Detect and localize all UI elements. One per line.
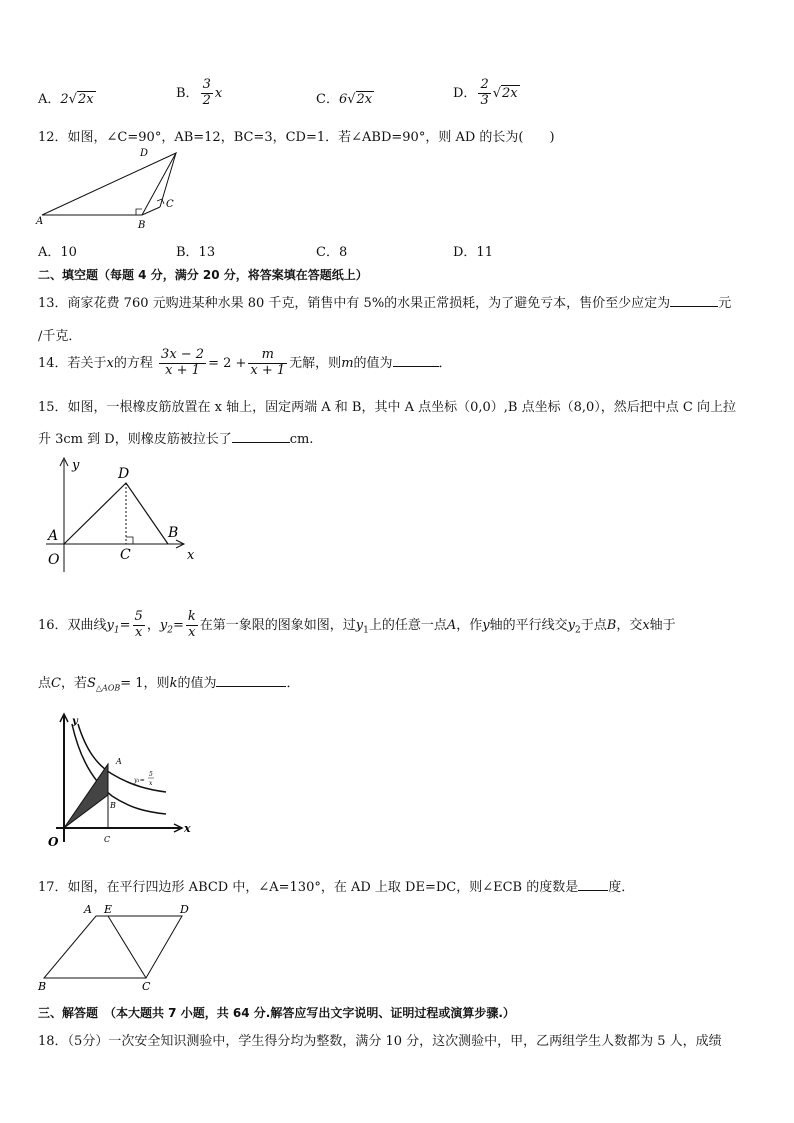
option-b: B． $\frac{3}{2}$ x: [176, 77, 223, 108]
q16-label-b: B: [110, 801, 116, 810]
q17-label-c: C: [142, 980, 151, 992]
q12-option-b: B．13: [176, 245, 216, 260]
q15-label-y: y: [72, 458, 80, 473]
q15-label-a: A: [48, 528, 59, 544]
q12-option-d: D．11: [453, 245, 493, 260]
q15-label-d: D: [118, 466, 130, 482]
option-d: D． $\frac{2}{3}$ √2x: [453, 77, 518, 108]
q12-label-d: D: [140, 148, 149, 159]
q17-label-d: D: [180, 903, 189, 916]
q15-label-o: O: [48, 552, 60, 568]
section-2-heading: 二、填空题（每题 4 分，满分 20 分，将答案填在答题纸上）: [38, 268, 368, 282]
q16-curve-den: x: [149, 780, 153, 787]
q12-figure: [30, 145, 190, 235]
q17-figure: [34, 900, 204, 992]
q15-label-x: x: [187, 548, 195, 563]
q17-label-a: A: [84, 903, 92, 916]
option-c: C．6√2x: [316, 92, 373, 107]
q15-line2: 升 3cm 到 D，则橡皮筋被拉长了 cm.: [38, 432, 314, 447]
q17-label-b: B: [38, 980, 47, 992]
q13-line1: 13．商家花费 760 元购进某种水果 80 千克，销售中有 5%的水果正常损耗，为了避免亏本，售价至少应定为 元: [38, 296, 732, 311]
q18-text: 18．（5分）一次安全知识测验中，学生得分均为整数，满分 10 分，这次测验中，甲，乙两组学生人数都为 5 人，成绩: [38, 1034, 722, 1049]
q16-curve-num: 5: [149, 771, 153, 778]
q14-text: 14．若关于x的方程 $\frac{3x - 2}{x + 1}$ = 2 + $\frac{m}{x + 1}$ 无解，则m的值为 ．: [38, 347, 452, 378]
q15-line1: 15．如图，一根橡皮筋放置在 x 轴上，固定两端 A 和 B，其中 A 点坐标（0,0）,B 点坐标（8,0），然后把中点 C 向上拉: [38, 400, 737, 415]
q16-figure: [42, 710, 202, 850]
q16-label-x: x: [184, 822, 191, 835]
q13-line2: /千克．: [38, 329, 82, 344]
q12-option-a: A．10: [38, 245, 77, 260]
q16-label-a: A: [116, 757, 122, 766]
q16-label-c: C: [104, 835, 111, 844]
q16-line2: 点C，若$S_{\triangle AOB}= 1$，则k的值为 ．: [38, 676, 300, 693]
q17-label-e: E: [104, 903, 113, 916]
q16-curve-label: y₁=: [134, 777, 145, 784]
q12-label-a: A: [36, 216, 44, 227]
section-3-heading: 三、解答题 （本大题共 7 小题，共 64 分.解答应写出文字说明、证明过程或演算步骤.）: [38, 1006, 515, 1020]
q15-figure: [42, 452, 207, 577]
q15-label-b: B: [168, 525, 179, 541]
q12-label-b: B: [138, 220, 146, 231]
option-a: A．2√2x: [38, 92, 94, 107]
q15-label-c: C: [120, 547, 131, 563]
q17-text: 17．如图，在平行四边形 ABCD 中，∠A=130°，在 AD 上取 DE=DC，则∠ECB 的度数是 度．: [38, 880, 635, 895]
q16-line1: 16．双曲线$y_1=$ $\frac{5}{x}$ ，$y_2=$ $\frac{k}{x}$ 在第一象限的图象如图，过$y_1$上的任意一点A，作y轴的平行线交$y_2$于点B，交x轴于: [38, 609, 676, 640]
q12-label-c: C: [166, 199, 174, 210]
q12-option-c: C．8: [316, 245, 348, 260]
q16-label-o: O: [48, 835, 59, 849]
q16-label-y: y: [72, 716, 78, 727]
q12-text: 12．如图，∠C=90°，AB=12，BC=3，CD=1．若∠ABD=90°，则 AD 的长为( ): [38, 130, 555, 145]
